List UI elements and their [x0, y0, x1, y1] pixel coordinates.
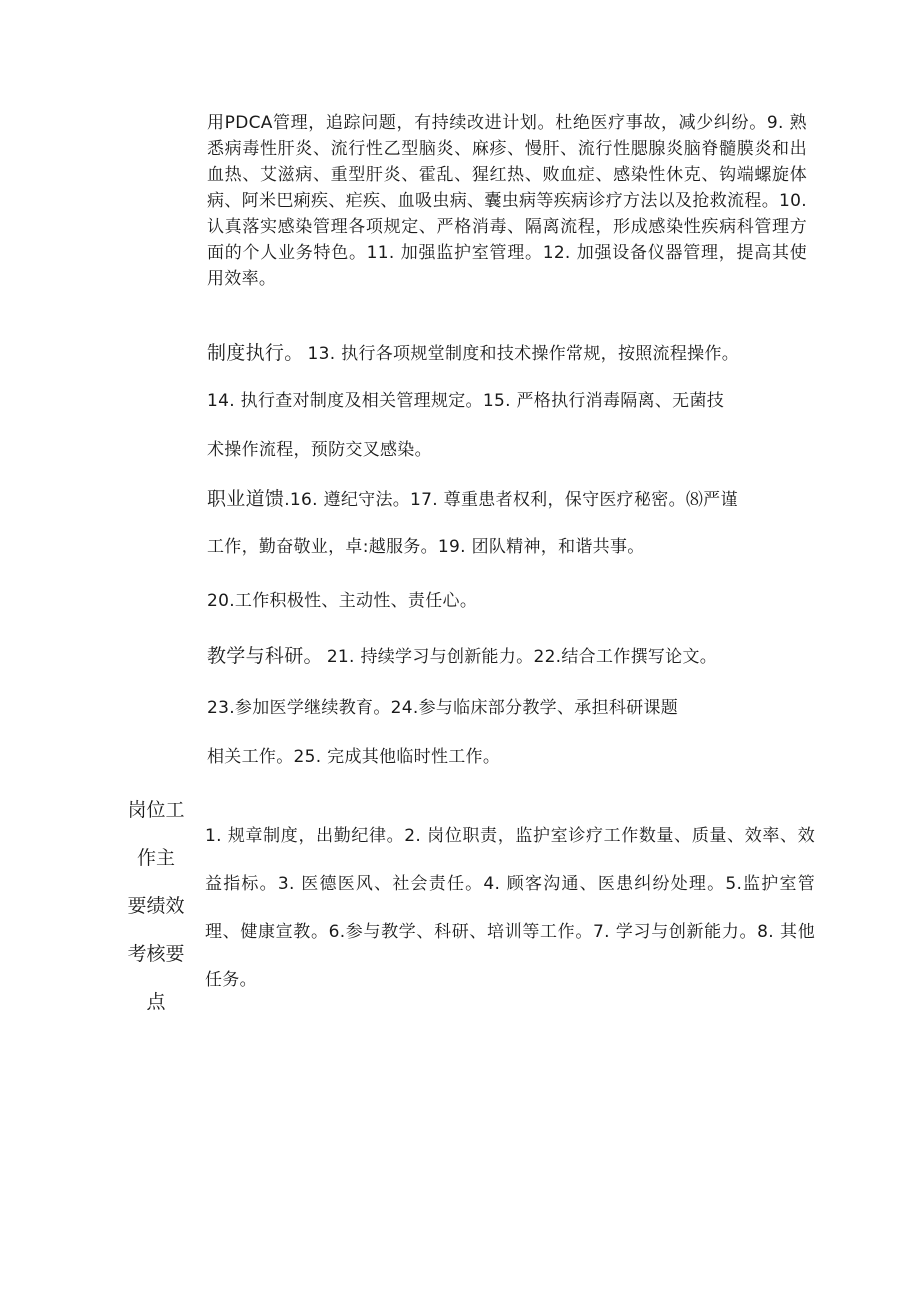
- professional-ethics-text-1: .16. 遵纪守法。17. 尊重患者权利，保守医疗秘密。⑻严谨: [284, 490, 738, 510]
- professional-ethics-line-2: 工作，勤奋敬业，卓:越服务。19. 团队精神，和谐共事。: [207, 537, 645, 557]
- teaching-research-heading: 教学与科研。: [207, 645, 323, 667]
- teaching-research-line-3: 相关工作。25. 完成其他临时性工作。: [207, 747, 501, 767]
- professional-ethics-line-3: 20.工作积极性、主动性、责任心。: [207, 591, 478, 611]
- system-execution-text-1: 13. 执行各项规堂制度和技术操作常规，按照流程操作。: [307, 344, 740, 364]
- teaching-research-text-1: 21. 持续学习与创新能力。22.结合工作撰写论文。: [326, 647, 718, 667]
- teaching-research-line-2: 23.参加医学继续教育。24.参与临床部分教学、承担科研课题: [207, 698, 679, 718]
- kpi-label-line-2: 作主: [136, 847, 175, 869]
- teaching-research-line-1: [207, 643, 817, 670]
- professional-ethics-heading: 职业道馈: [207, 488, 285, 510]
- kpi-points-text: 1. 规章制度，出勤纪律。2. 岗位职责，监护室诊疗工作数量、质量、效率、效益指标。3. 医德医风、社会责任。4. 顾客沟通、医患纠纷处理。5.监护室管理、健康宣教。6.参与教学、科研、培训等工作。7. 学习与创新能力。8. 其他任务。: [205, 826, 815, 990]
- professional-ethics-line-1: [207, 486, 817, 513]
- kpi-label-line-3: 要绩效: [127, 895, 185, 917]
- system-execution-heading: 制度执行。: [207, 342, 304, 364]
- kpi-label-line-5: 点: [146, 991, 166, 1013]
- intro-paragraph: 用PDCA管理，追踪问题，有持续改进计划。杜绝医疗事故，减少纠纷。9. 熟悉病毒性肝炎、流行性乙型脑炎、麻疹、慢肝、流行性腮腺炎脑脊髓膜炎和出血热、艾滋病、重型肝炎、霍乱、猩红热、败血症、感染性休克、钩端螺旋体病、阿米巴痢疾、疟疾、血吸虫病、囊虫病等疾病诊疗方法以及抢救流程。10.认真落实感染管理各项规定、严格消毒、隔离流程，形成感染性疾病科管理方面的个人业务特色。11. 加强监护室管理。12. 加强设备仪器管理，提高其使用效率。: [207, 113, 807, 289]
- system-execution-line-2: 14. 执行查对制度及相关管理规定。15. 严格执行消毒隔离、无菌技: [207, 391, 725, 411]
- kpi-label-line-4: 考核要: [127, 943, 185, 965]
- system-execution-line-3: 术操作流程，预防交叉感染。: [207, 440, 432, 460]
- kpi-section-label: [118, 786, 194, 1026]
- system-execution-line-1: [207, 340, 817, 367]
- kpi-label-line-1: 岗位工: [127, 799, 185, 821]
